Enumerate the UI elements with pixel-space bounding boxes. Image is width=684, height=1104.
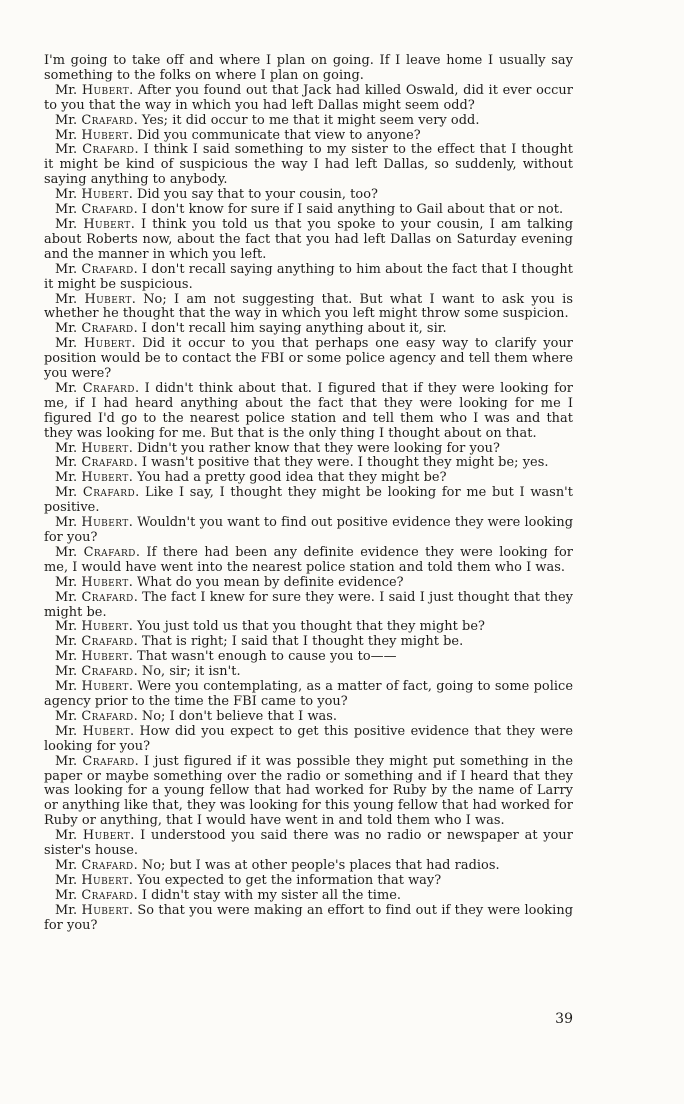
speaker-name: Mr. Hubert. [55,187,133,203]
speaker-name: Mr. Hubert. [55,291,136,307]
transcript-paragraph: Mr. Crafard. If there had been any definite evidence they were looking for me, I would have went into the nearest police station and told them who I was. [44,544,573,575]
transcript-paragraph: Mr. Hubert. How did you expect to get this positive evidence that they were looking for you? [44,723,573,754]
speaker-name: Mr. Crafard. [55,887,138,903]
speaker-name: Mr. Crafard. [55,142,139,158]
speaker-name: Mr. Crafard. [55,321,138,337]
transcript-paragraph: Mr. Hubert. So that you were making an effort to find out if they were looking for you? [44,902,573,933]
speaker-name: Mr. Hubert. [55,336,136,352]
transcript-paragraph: Mr. Hubert. Did you communicate that view to anyone? [55,127,421,143]
transcript-paragraph: Mr. Crafard. Yes; it did occur to me that it might seem very odd. [55,112,480,128]
speaker-name: Mr. Crafard. [55,589,138,605]
speaker-name: Mr. Crafard. [55,485,140,501]
speaker-name: Mr. Crafard. [55,708,138,724]
speaker-name: Mr. Crafard. [55,202,138,218]
transcript-paragraph: Mr. Hubert. After you found out that Jack had killed Oswald, did it ever occur to you that the way in which you had left Dallas might seem odd? [44,82,573,113]
transcript-paragraph: Mr. Crafard. I just figured if it was possible they might put something in the paper or maybe something over the radio or something and if I heard that they was looking for a young fellow that had worked for Ruby by the name of Larry or anything like that, they was looking for this young fellow that had worked for Ruby or anything, that I would have went in and told them who I was. [44,753,574,829]
speaker-name: Mr. Hubert. [55,723,135,739]
transcript-paragraph: Mr. Crafard. I didn't stay with my sister all the time. [55,887,402,903]
speaker-name: Mr. Hubert. [55,828,135,844]
page-number: 39 [555,1011,573,1027]
speaker-name: Mr. Crafard. [55,753,139,769]
speaker-name: Mr. Hubert. [55,515,133,531]
speaker-name: Mr. Hubert. [55,440,133,456]
transcript-paragraph: Mr. Hubert. Wouldn't you want to find out positive evidence they were looking for you? [44,515,573,545]
speaker-name: Mr. Hubert. [55,902,134,918]
transcript-paragraph: Mr. Hubert. Were you contemplating, as a matter of fact, going to some police agency prior to the time the FBI came to you? [44,679,574,709]
transcript-paragraph: Mr. Crafard. The fact I knew for sure they were. I said I just thought that they might be. [44,589,573,620]
continuation-paragraph: I'm going to take off and where I plan on going. If I leave home I usually say something to the folks on where I plan on going. [44,53,573,83]
speaker-name: Mr. Hubert. [55,619,133,635]
speaker-name: Mr. Hubert. [55,872,133,888]
transcript-paragraph: Mr. Crafard. I don't recall saying anything to him about the fact that I thought it might be suspicious. [44,261,573,292]
transcript-paragraph: Mr. Crafard. I don't recall him saying anything about it, sir. [55,321,447,337]
speaker-name: Mr. Crafard. [55,380,140,396]
speaker-name: Mr. Hubert. [55,574,133,590]
transcript-paragraph: Mr. Hubert. What do you mean by definite evidence? [55,574,404,590]
speaker-name: Mr. Hubert. [55,649,133,665]
speaker-name: Mr. Crafard. [55,664,138,680]
transcript-paragraph: Mr. Crafard. I think I said something to my sister to the effect that I thought it might be kind of suspicious the way I had left Dallas, so suddenly, without saying anything to anybody. [44,142,574,188]
speaker-name: Mr. Crafard. [55,261,138,277]
transcript-paragraph: Mr. Hubert. Did you say that to your cousin, too? [55,187,378,203]
transcript-paragraph: Mr. Crafard. Like I say, I thought they might be looking for me but I wasn't positive. [44,485,573,516]
speaker-name: Mr. Crafard. [55,544,141,560]
transcript-paragraph: Mr. Crafard. I don't know for sure if I said anything to Gail about that or not. [55,202,564,218]
speaker-name: Mr. Hubert. [55,127,133,143]
transcript-text-block [44,54,573,933]
transcript-paragraph: Mr. Hubert. You had a pretty good idea that they might be? [55,470,447,486]
transcript-paragraph: Mr. Crafard. I didn't think about that. I figured that if they were looking for me, if I had heard anything about the fact that they were looking for me I figured I'd go to the nearest police station and tell them who I was and that they was looking for me. But that is the only thing I thought about on that. [44,380,573,441]
transcript-paragraph: Mr. Hubert. I understood you said there was no radio or newspaper at your sister's house. [44,828,573,859]
transcript-paragraph: Mr. Crafard. No; but I was at other people's places that had radios. [55,857,500,873]
transcript-paragraph: Mr. Hubert. You expected to get the information that way? [55,872,442,888]
transcript-paragraph: Mr. Crafard. That is right; I said that I thought they might be. [55,634,464,650]
transcript-paragraph: Mr. Crafard. No; I don't believe that I was. [55,708,338,724]
speaker-name: Mr. Crafard. [55,455,138,471]
speaker-name: Mr. Crafard. [55,857,138,873]
speaker-name: Mr. Crafard. [55,112,138,128]
transcript-paragraph: Mr. Hubert. That wasn't enough to cause you to—— [55,649,397,665]
transcript-paragraph: Mr. Hubert. I think you told us that you spoke to your cousin, I am talking about Roberts now, about the fact that you had left Dallas on Saturday evening and the manner in which you left. [44,216,574,262]
speaker-name: Mr. Hubert. [55,679,133,695]
speaker-name: Mr. Hubert. [55,470,133,486]
transcript-paragraph: Mr. Hubert. No; I am not suggesting that. But what I want to ask you is whether he thought that the way in which you left might throw some suspicion. [44,291,574,322]
speaker-name: Mr. Crafard. [55,634,138,650]
speaker-name: Mr. Hubert. [55,216,135,232]
transcript-paragraph: Mr. Crafard. I wasn't positive that they were. I thought they might be; yes. [55,455,549,471]
transcript-paragraph: Mr. Hubert. Didn't you rather know that they were looking for you? [55,440,500,456]
transcript-paragraph: Mr. Hubert. You just told us that you thought that they might be? [55,619,485,635]
speaker-name: Mr. Hubert. [55,82,134,98]
transcript-paragraph: Mr. Hubert. Did it occur to you that perhaps one easy way to clarify your position would be to contact the FBI or some police agency and tell them where you were? [44,336,574,382]
transcript-paragraph: Mr. Crafard. No, sir; it isn't. [55,664,241,680]
